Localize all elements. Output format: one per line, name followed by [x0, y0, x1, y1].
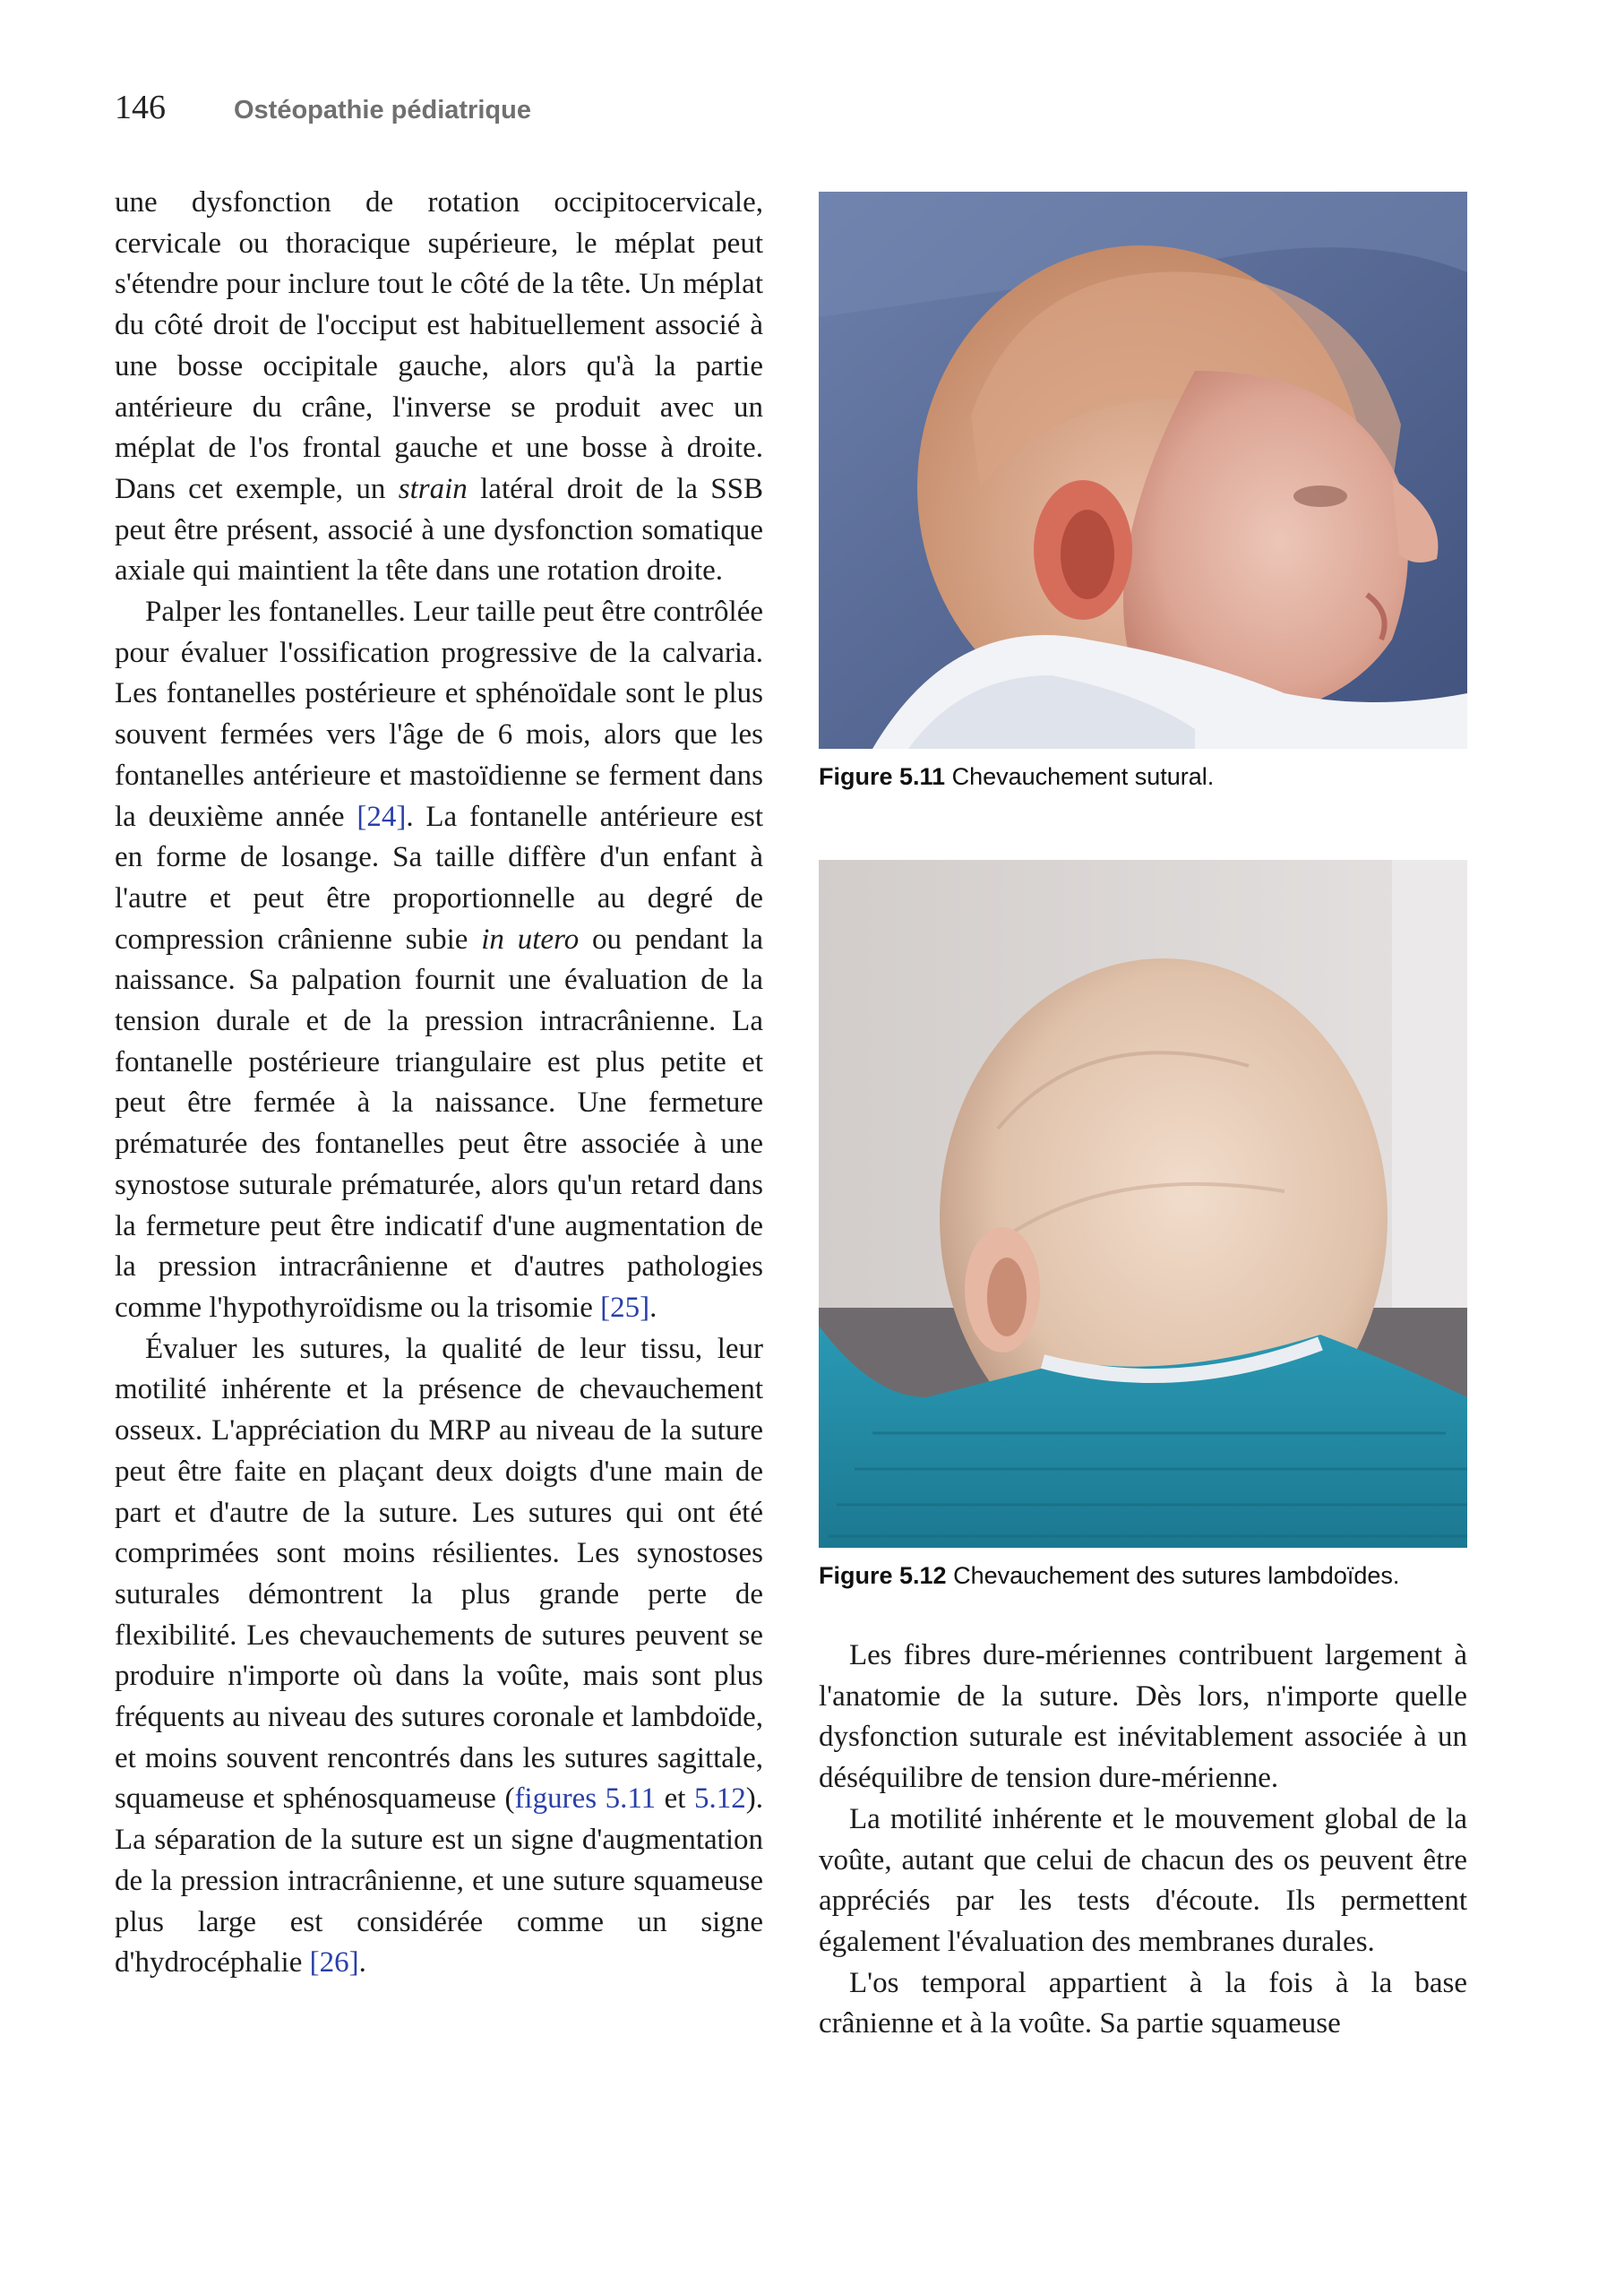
figure-5-12 [819, 860, 1467, 1590]
figure-5-11 [819, 192, 1467, 791]
page-header [115, 88, 531, 138]
paragraph-fibres: Les fibres dure-mériennes contribuent largement à l'anatomie de la suture. Dès lors, n'importe quelle dysfonction suturale est inévitablement associée à un déséquilibre de tension dure-mérienne. [819, 1639, 1467, 1795]
running-title: Ostéopathie pédiatrique [234, 96, 531, 125]
figure-link-5-11[interactable]: figures 5.11 [514, 1782, 657, 1816]
reference-link-24[interactable]: [24] [357, 800, 407, 833]
left-text-column [115, 183, 763, 1984]
reference-link-25[interactable]: [25] [600, 1291, 650, 1324]
italic-term-strain: strain [398, 472, 468, 505]
paragraph-os-temporal: L'os temporal appartient à la fois à la base crânienne et à la voûte. Sa partie squameuse [819, 1966, 1467, 2040]
figure-5-11-label: Figure 5.11 [819, 763, 946, 790]
reference-link-26[interactable]: [26] [309, 1946, 359, 1980]
figure-5-12-label: Figure 5.12 [819, 1562, 947, 1589]
photo-infant-back-of-head [819, 860, 1467, 1548]
figure-link-5-12[interactable]: 5.12 [693, 1782, 746, 1816]
paragraph-motilite: La motilité inhérente et le mouvement global de la voûte, autant que celui de chacun des os peuvent être appréciés par les tests d'écoute. Ils permettent également l'évaluation des membranes durales. [819, 1802, 1467, 1958]
paragraph-sutures: Évaluer les sutures, la qualité de leur tissu, leur motilité inhérente et la présence de chevauchement osseux. L'appréciation du MRP au niveau de la suture peut être faite en plaçant deux doigts d'une main de part et d'autre de la suture. Les sutures qui ont été comprimées sont moins résilientes. Les synostoses suturales démontrent la plus grande perte de flexibilité. Les chevauchements de sutures peuvent se produire n'importe où dans la voûte, mais sont plus fréquents au niveau des sutures coronale et lambdoïde, et moins souvent rencontrés dans les sutures sagittale, squameuse et sphénosquameuse (figures 5.11 et 5.12). La séparation de la suture est un signe d'augmentation de la pression intracrânienne, et une suture squameuse plus large est considérée comme un signe d'hydrocéphalie [26]. [115, 1332, 763, 1980]
figure-5-11-caption [819, 763, 1467, 791]
figure-5-11-text: Chevauchement sutural. [951, 763, 1215, 790]
page-number: 146 [115, 89, 166, 126]
paragraph-fontanelles: Palper les fontanelles. Leur taille peut être contrôlée pour évaluer l'ossification progressive de la calvaria. Les fontanelles postérieure et sphénoïdale sont le plus souvent fermées vers l'âge de 6 mois, alors que les fontanelles antérieure et mastoïdienne se ferment dans la deuxième année [24]. La fontanelle antérieure est en forme de losange. Sa taille diffère d'un enfant à l'autre et peut être proportionnelle au degré de compression crânienne subie in utero ou pendant la naissance. Sa palpation fournit une évaluation de la tension durale et de la pression intracrânienne. La fontanelle postérieure triangulaire est plus petite et peut être fermée à la naissance. Une fermeture prématurée des fontanelles peut être associée à une synostose suturale prématurée, alors qu'un retard dans la fermeture peut être indicatif d'une augmentation de la pression intracrânienne et d'autres pathologies comme l'hypothyroïdisme ou la trisomie [25]. [115, 596, 764, 1324]
photo-infant-side-profile [819, 192, 1467, 749]
figure-5-12-text: Chevauchement des sutures lambdoïdes. [953, 1562, 1400, 1589]
figure-5-12-caption [819, 1562, 1467, 1590]
italic-term-in-utero: in utero [481, 923, 580, 956]
right-text-column [819, 1636, 1467, 2045]
paragraph-1: une dysfonction de rotation occipitocervicale, cervicale ou thoracique supérieure, le méplat peut s'étendre pour inclure tout le côté de la tête. Un méplat du côté droit de l'occiput est habituellement associé à une bosse occipitale gauche, alors qu'à la partie antérieure du crâne, l'inverse se produit avec un méplat de l'os frontal gauche et une bosse à droite. Dans cet exemple, un strain latéral droit de la SSB peut être présent, associé à une dysfonction somatique axiale qui maintient la tête dans une rotation droite. [115, 186, 764, 588]
